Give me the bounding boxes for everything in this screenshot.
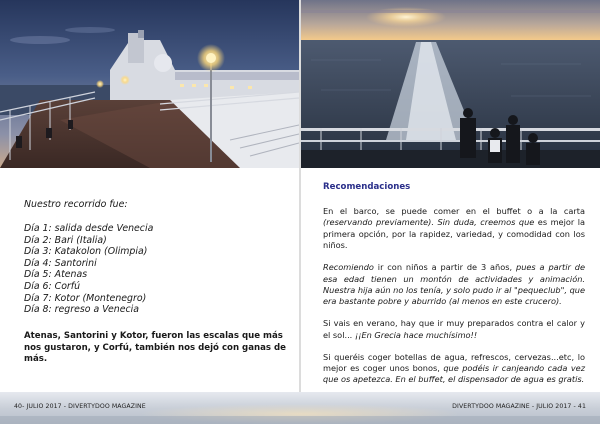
route-day: Día 2: Bari (Italia) [24,234,107,246]
para-italic: que podéis ir canjeando cada vez que os apetezca. En el buffet, el dispensador de agua es gratis. [323,362,585,385]
para-text: Si vais en verano, hay que ir muy preparados contra el calor y el sol... [323,318,585,340]
route-day: Día 5: Atenas [24,269,88,281]
para-italic: ¡¡En Grecia hace muchísimo!! [354,329,478,340]
para-text: es mejor la primera opción, por la rapidez, variedad, y comodidad con los niños. [323,217,585,251]
section-title: Recomendaciones [323,182,411,192]
favorite-stops-paragraph: Atenas, Santorini y Kotor, fueron las escalas que más nos gustaron, y Corfú, también nos dejó con ganas de más. [24,331,287,365]
recommendation-paragraph [323,206,585,252]
recommendation-paragraph [323,352,585,386]
route-list [24,223,284,316]
right-page [301,0,600,424]
para-italic: pues a partir de esa edad tienen un montón de actividades y animación. Nuestra hija aún no los tenía, y solo pudo ir al "pequeclub", que era bastante pobre y aburrido (al menos en este crucero). [323,262,585,307]
sea-wake-sunset-photo [301,0,600,168]
route-day: Día 4: Santorini [24,257,97,269]
route-block [24,199,284,316]
route-day: Día 1: salida desde Venecia [24,223,154,234]
para-text: En el barco, se puede comer en el buffet o a la carta [323,206,585,216]
recommendation-paragraph [323,262,585,308]
left-page [0,0,299,424]
para-text: Si queréis coger botellas de agua, refrescos, cervezas...etc, lo mejor es coger unos bonos, [323,351,585,373]
recommendations-body [323,206,585,396]
para-italic: (reservando previamente). Sin duda, creemos que [323,217,538,228]
ship-deck-dusk-photo [0,0,299,168]
left-page-footer: 40- JULIO 2017 - DIVERTYDOO MAGAZINE [14,403,146,410]
recommendation-paragraph [323,318,585,341]
route-day: Día 7: Kotor (Montenegro) [24,292,147,304]
para-text: ir con niños a partir de 3 años, [377,262,516,273]
route-day: Día 8: regreso a Venecia [24,304,140,316]
route-day: Día 3: Katakolon (Olimpia) [24,246,148,258]
right-page-footer: DIVERTYDOO MAGAZINE - JULIO 2017 - 41 [452,403,586,410]
route-day: Día 6: Corfú [24,280,81,292]
para-italic: Recomiendo [323,262,378,273]
route-intro: Nuestro recorrido fue: [24,199,128,210]
